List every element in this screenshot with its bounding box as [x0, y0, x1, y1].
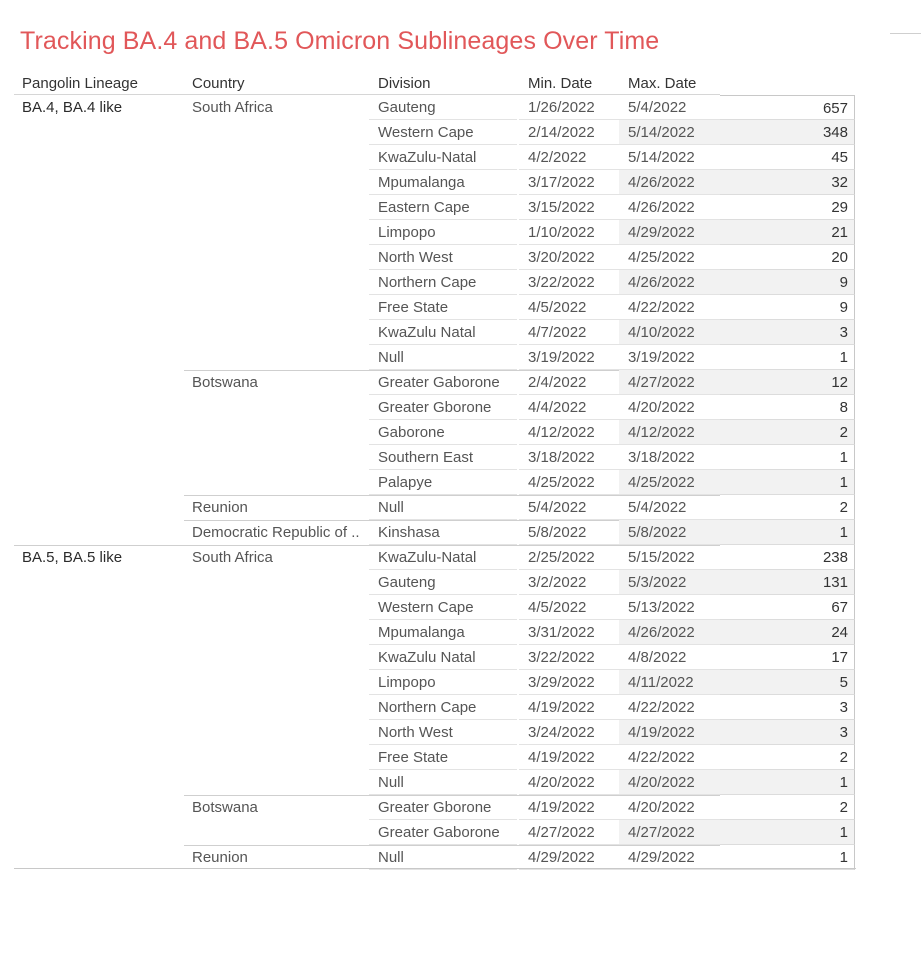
table-row [0, 95, 921, 120]
country-label: Botswana [192, 799, 258, 816]
column-header-max-date[interactable]: Max. Date [628, 75, 697, 92]
division-cell: KwaZulu Natal [369, 645, 517, 670]
min-date-cell: 3/20/2022 [519, 245, 619, 270]
max-date-cell: 4/10/2022 [619, 320, 720, 345]
min-date-cell: 4/4/2022 [519, 395, 619, 420]
min-date-cell: 3/19/2022 [519, 345, 619, 370]
min-date-cell: 5/4/2022 [519, 495, 619, 520]
max-date-cell: 3/18/2022 [619, 445, 720, 470]
value-cell: 2 [720, 745, 855, 770]
division-cell: Mpumalanga [369, 620, 517, 645]
table-row [0, 295, 921, 320]
division-cell: Free State [369, 295, 517, 320]
min-date-cell: 3/15/2022 [519, 195, 619, 220]
max-date-cell: 4/12/2022 [619, 420, 720, 445]
table-row [0, 545, 921, 570]
min-date-cell: 3/24/2022 [519, 720, 619, 745]
division-cell: Mpumalanga [369, 170, 517, 195]
column-header-min-date[interactable]: Min. Date [528, 75, 593, 92]
value-cell: 348 [720, 120, 855, 145]
max-date-cell: 4/20/2022 [619, 770, 720, 795]
table-row [0, 195, 921, 220]
table-row [0, 695, 921, 720]
min-date-cell: 4/20/2022 [519, 770, 619, 795]
division-cell: Northern Cape [369, 270, 517, 295]
header-divider [890, 33, 921, 34]
division-cell: Palapye [369, 470, 517, 495]
division-cell: KwaZulu-Natal [369, 545, 517, 570]
division-cell: KwaZulu Natal [369, 320, 517, 345]
min-date-cell: 3/22/2022 [519, 270, 619, 295]
min-date-cell: 4/19/2022 [519, 695, 619, 720]
min-date-cell: 3/29/2022 [519, 670, 619, 695]
value-cell: 29 [720, 195, 855, 220]
max-date-cell: 5/13/2022 [619, 595, 720, 620]
min-date-cell: 4/29/2022 [519, 845, 619, 870]
division-cell: Western Cape [369, 120, 517, 145]
value-cell: 3 [720, 695, 855, 720]
max-date-cell: 4/27/2022 [619, 370, 720, 395]
value-cell: 2 [720, 495, 855, 520]
max-date-cell: 4/8/2022 [619, 645, 720, 670]
table-row [0, 720, 921, 745]
max-date-cell: 4/25/2022 [619, 470, 720, 495]
max-date-cell: 4/11/2022 [619, 670, 720, 695]
division-cell: Greater Gaborone [369, 820, 517, 845]
division-cell: Gauteng [369, 570, 517, 595]
country-label: Democratic Republic of .. [192, 524, 360, 541]
min-date-cell: 3/22/2022 [519, 645, 619, 670]
max-date-cell: 5/8/2022 [619, 520, 720, 545]
min-date-cell: 3/18/2022 [519, 445, 619, 470]
min-date-cell: 4/5/2022 [519, 295, 619, 320]
value-cell: 1 [720, 820, 855, 845]
division-cell: Null [369, 345, 517, 370]
table-bottom-rule [14, 868, 856, 869]
value-cell: 32 [720, 170, 855, 195]
table-row [0, 670, 921, 695]
division-cell: Limpopo [369, 220, 517, 245]
table-row [0, 820, 921, 845]
max-date-cell: 3/19/2022 [619, 345, 720, 370]
max-date-cell: 4/22/2022 [619, 695, 720, 720]
division-cell: Kinshasa [369, 520, 517, 545]
table-row [0, 145, 921, 170]
value-cell: 131 [720, 570, 855, 595]
table-row [0, 345, 921, 370]
division-cell: Southern East [369, 445, 517, 470]
division-cell: Northern Cape [369, 695, 517, 720]
value-cell: 1 [720, 770, 855, 795]
min-date-cell: 3/17/2022 [519, 170, 619, 195]
max-date-cell: 5/4/2022 [619, 495, 720, 520]
table-row [0, 495, 921, 520]
max-date-cell: 4/25/2022 [619, 245, 720, 270]
table-row [0, 470, 921, 495]
value-cell: 9 [720, 270, 855, 295]
value-cell: 9 [720, 295, 855, 320]
min-date-cell: 4/19/2022 [519, 745, 619, 770]
max-date-cell: 4/29/2022 [619, 220, 720, 245]
value-cell: 20 [720, 245, 855, 270]
max-date-cell: 5/14/2022 [619, 145, 720, 170]
value-cell: 24 [720, 620, 855, 645]
value-cell: 67 [720, 595, 855, 620]
table-row [0, 520, 921, 545]
division-cell: Greater Gborone [369, 795, 517, 820]
min-date-cell: 4/25/2022 [519, 470, 619, 495]
min-date-cell: 4/12/2022 [519, 420, 619, 445]
value-cell: 5 [720, 670, 855, 695]
division-cell: Null [369, 770, 517, 795]
table-row [0, 170, 921, 195]
min-date-cell: 3/2/2022 [519, 570, 619, 595]
division-cell: North West [369, 245, 517, 270]
value-cell: 1 [720, 345, 855, 370]
max-date-cell: 4/20/2022 [619, 795, 720, 820]
lineage-label: BA.4, BA.4 like [22, 99, 123, 116]
country-label: South Africa [192, 549, 273, 566]
country-label: Botswana [192, 374, 258, 391]
table-row [0, 745, 921, 770]
max-date-cell: 5/15/2022 [619, 545, 720, 570]
value-cell: 45 [720, 145, 855, 170]
division-cell: Gaborone [369, 420, 517, 445]
min-date-cell: 4/19/2022 [519, 795, 619, 820]
table-row [0, 570, 921, 595]
table-row [0, 845, 921, 870]
value-cell: 1 [720, 520, 855, 545]
table-row [0, 795, 921, 820]
min-date-cell: 4/5/2022 [519, 595, 619, 620]
table-row [0, 595, 921, 620]
min-date-cell: 1/10/2022 [519, 220, 619, 245]
value-cell: 12 [720, 370, 855, 395]
lineage-label: BA.5, BA.5 like [22, 549, 123, 566]
value-cell: 3 [720, 720, 855, 745]
value-cell: 3 [720, 320, 855, 345]
division-cell: Null [369, 495, 517, 520]
value-cell: 1 [720, 445, 855, 470]
value-cell: 1 [720, 845, 855, 870]
column-header-country[interactable]: Country [192, 75, 245, 92]
value-cell: 21 [720, 220, 855, 245]
max-date-cell: 4/22/2022 [619, 295, 720, 320]
division-cell: Greater Gborone [369, 395, 517, 420]
table-row [0, 770, 921, 795]
max-date-cell: 4/26/2022 [619, 195, 720, 220]
value-cell: 2 [720, 420, 855, 445]
max-date-cell: 4/29/2022 [619, 845, 720, 870]
min-date-cell: 3/31/2022 [519, 620, 619, 645]
min-date-cell: 2/14/2022 [519, 120, 619, 145]
table-row [0, 620, 921, 645]
table-row [0, 320, 921, 345]
min-date-cell: 4/7/2022 [519, 320, 619, 345]
max-date-cell: 5/3/2022 [619, 570, 720, 595]
value-cell: 238 [720, 545, 855, 570]
max-date-cell: 5/14/2022 [619, 120, 720, 145]
max-date-cell: 5/4/2022 [619, 95, 720, 120]
table-row [0, 645, 921, 670]
division-cell: Eastern Cape [369, 195, 517, 220]
max-date-cell: 4/22/2022 [619, 745, 720, 770]
table-row [0, 220, 921, 245]
division-cell: Greater Gaborone [369, 370, 517, 395]
table-row [0, 420, 921, 445]
division-cell: North West [369, 720, 517, 745]
table-row [0, 245, 921, 270]
max-date-cell: 4/26/2022 [619, 170, 720, 195]
max-date-cell: 4/27/2022 [619, 820, 720, 845]
max-date-cell: 4/19/2022 [619, 720, 720, 745]
table-row [0, 270, 921, 295]
min-date-cell: 1/26/2022 [519, 95, 619, 120]
min-date-cell: 2/25/2022 [519, 545, 619, 570]
min-date-cell: 4/2/2022 [519, 145, 619, 170]
max-date-cell: 4/26/2022 [619, 620, 720, 645]
division-cell: Limpopo [369, 670, 517, 695]
min-date-cell: 2/4/2022 [519, 370, 619, 395]
value-cell: 17 [720, 645, 855, 670]
table-row [0, 370, 921, 395]
min-date-cell: 4/27/2022 [519, 820, 619, 845]
division-cell: KwaZulu-Natal [369, 145, 517, 170]
max-date-cell: 4/26/2022 [619, 270, 720, 295]
country-label: South Africa [192, 99, 273, 116]
value-cell: 1 [720, 470, 855, 495]
data-table [0, 95, 921, 870]
max-date-cell: 4/20/2022 [619, 395, 720, 420]
division-cell: Gauteng [369, 95, 517, 120]
page-title: Tracking BA.4 and BA.5 Omicron Sublineages Over Time [20, 27, 660, 55]
country-label: Reunion [192, 499, 248, 516]
column-header-lineage[interactable]: Pangolin Lineage [22, 75, 138, 92]
column-header-division[interactable]: Division [378, 75, 431, 92]
value-cell: 657 [720, 95, 855, 120]
division-cell: Null [369, 845, 517, 870]
value-cell: 2 [720, 795, 855, 820]
min-date-cell: 5/8/2022 [519, 520, 619, 545]
value-cell: 8 [720, 395, 855, 420]
table-row [0, 445, 921, 470]
division-cell: Free State [369, 745, 517, 770]
country-label: Reunion [192, 849, 248, 866]
table-row [0, 120, 921, 145]
division-cell: Western Cape [369, 595, 517, 620]
table-row [0, 395, 921, 420]
